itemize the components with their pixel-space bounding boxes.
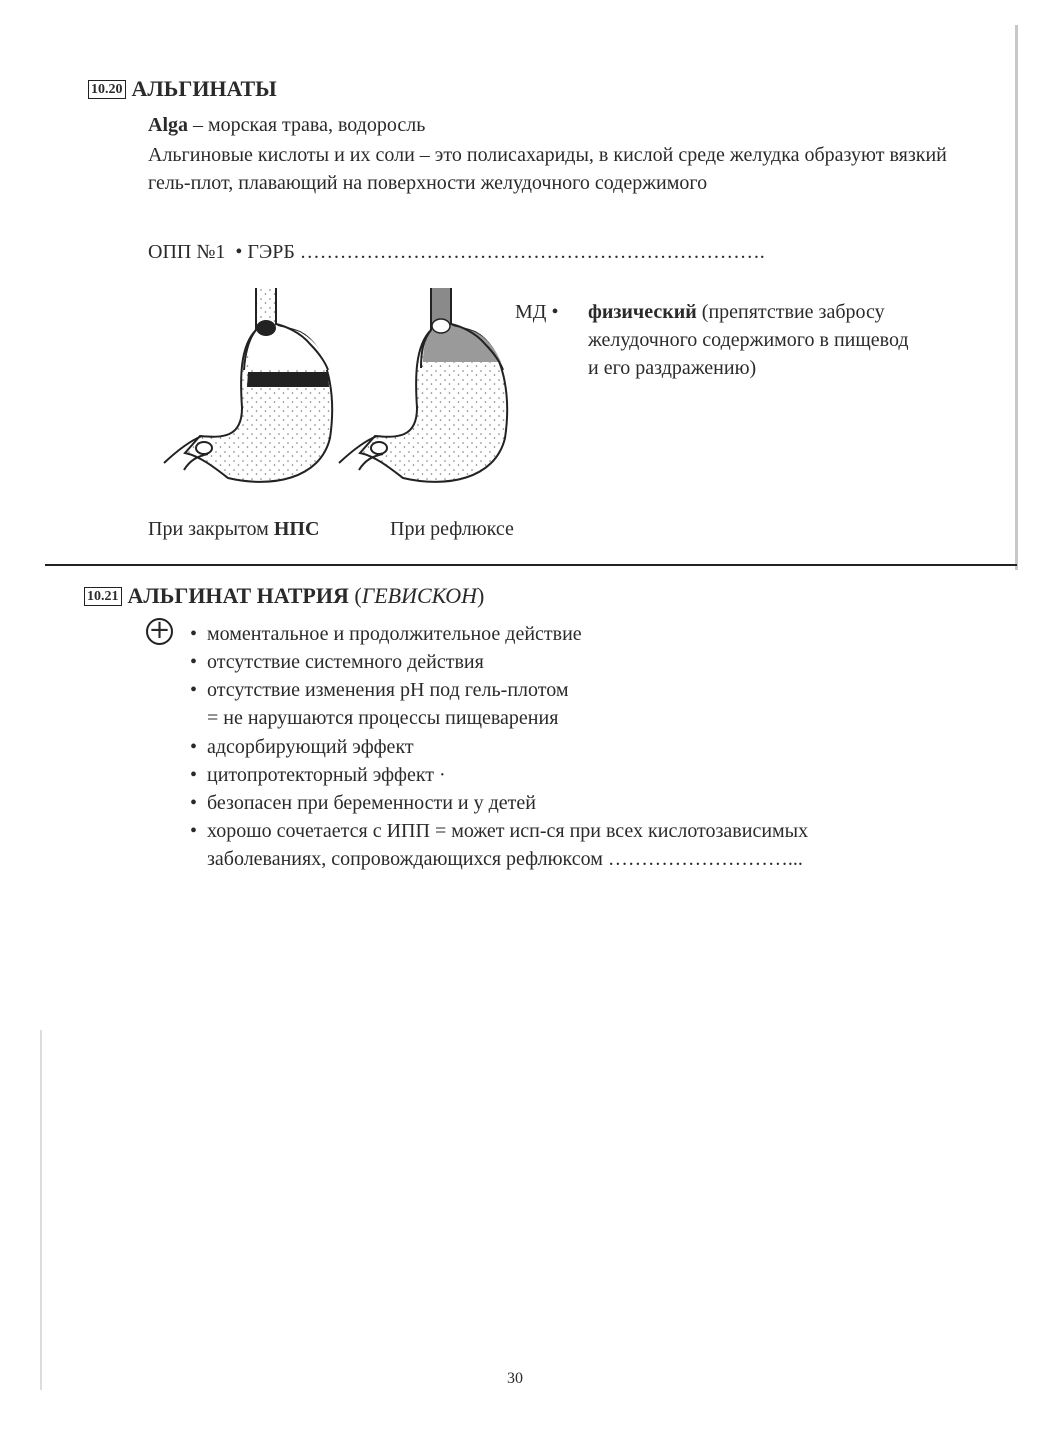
list-item: • отсутствие системного действия (190, 651, 484, 673)
list-item: • отсутствие изменения рН под гель-плотом (190, 679, 569, 701)
section2-open-paren: ( (348, 583, 362, 608)
md-bullet: • (551, 301, 559, 323)
section2-heading (84, 583, 484, 609)
section2-number: 10.21 (84, 587, 122, 606)
md-label (515, 298, 558, 326)
section1-number: 10.20 (88, 80, 126, 99)
scan-edge-right (1015, 25, 1018, 570)
list-item-continuation: = не нарушаются процессы пищеварения (207, 707, 559, 729)
opp-line (148, 238, 765, 266)
alga-def: – морская трава, водоросль (188, 114, 426, 136)
list-item: • моментальное и продолжительное действие (190, 623, 582, 645)
md-bold: физический (588, 301, 697, 323)
section-divider (45, 564, 1017, 566)
caption-reflux: При рефлюксе (390, 518, 514, 540)
section1-heading (88, 76, 277, 102)
md-abbr: МД (515, 301, 547, 323)
section2-title-italic: ГЕВИСКОН (361, 583, 477, 608)
page-number: 30 (507, 1370, 523, 1387)
md-rest: (препятствие забросу желудочного содержимого в пищевод и его раздражению) (588, 301, 909, 379)
plus-circle-icon (146, 615, 173, 645)
alga-term: Alga (148, 114, 188, 136)
alga-definition (148, 111, 425, 139)
list-item: • безопасен при беременности и у детей (190, 792, 537, 814)
list-item: • адсорбирующий эффект (190, 736, 414, 758)
list-item: • цитопротекторный эффект · (190, 764, 446, 786)
stomach-illustrations (160, 288, 520, 508)
plus-symbol: + (148, 615, 171, 645)
section2-close-paren: ) (477, 583, 485, 608)
stomach-closed-les (164, 288, 332, 482)
scan-edge-left (40, 1030, 42, 1390)
caption1-text: При закрытом (148, 518, 274, 540)
alginate-description: Альгиновые кислоты и их соли – это полисахариды, в кислой среде желудка образуют вязкий гель-плот, плавающий на поверхности желудочного содержимого (148, 144, 947, 194)
md-text (588, 298, 918, 382)
caption1-bold: НПС (273, 518, 320, 540)
opp-item: • ГЭРБ ……………………………………………………………. (235, 241, 765, 263)
list-item: • хорошо сочетается с ИПП = может исп-ся при всех кислотозависимых (190, 820, 809, 842)
opp-label: ОПП №1 (148, 241, 226, 263)
section2-title: АЛЬГИНАТ НАТРИЯ (127, 583, 349, 608)
caption-closed-les (148, 515, 319, 543)
section1-title: АЛЬГИНАТЫ (131, 76, 277, 101)
list-item-continuation: заболеваниях, сопровождающихся рефлюксом ………………………... (207, 848, 803, 870)
stomach-reflux (339, 288, 507, 482)
